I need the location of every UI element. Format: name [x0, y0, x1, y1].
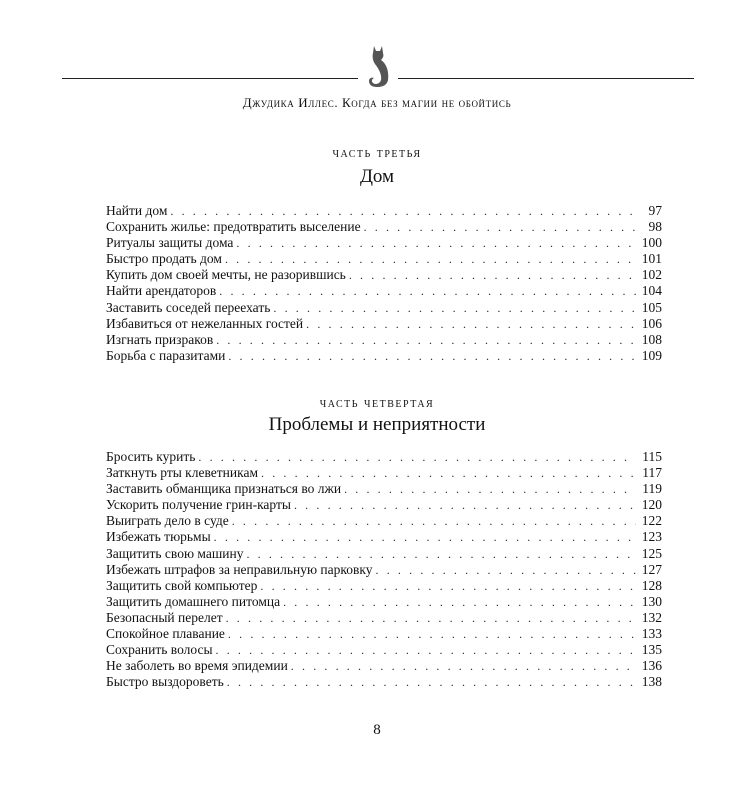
- toc-entry-title: Избежать тюрьмы: [106, 529, 211, 545]
- toc-entry[interactable]: [106, 529, 662, 545]
- toc-leader: [376, 562, 636, 578]
- toc-leader: [225, 251, 636, 267]
- toc-entry[interactable]: [106, 626, 662, 642]
- toc-entry-page: 104: [641, 283, 662, 299]
- toc-entry-title: Заставить соседей переехать: [106, 299, 271, 315]
- toc-leader: [349, 267, 636, 283]
- toc-entry[interactable]: [106, 578, 662, 594]
- toc-leader: [219, 283, 636, 299]
- toc-entry-page: 132: [641, 609, 662, 625]
- toc-entry-title: Защитить свой компьютер: [106, 577, 258, 593]
- toc-entry-title: Избавиться от нежеланных гостей: [106, 315, 304, 331]
- toc-entry[interactable]: [106, 481, 662, 497]
- part-title: Проблемы и неприятности: [268, 414, 486, 435]
- toc-entry-title: Быстро выздороветь: [106, 674, 224, 690]
- toc-leader: [291, 658, 636, 674]
- toc-entry-title: Защитить свою машину: [106, 545, 244, 561]
- toc-entry-title: Защитить домашнего питомца: [106, 593, 281, 609]
- toc-entry-title: Ускорить получение грин-карты: [106, 497, 291, 513]
- toc-entry[interactable]: [106, 546, 662, 562]
- toc-entry[interactable]: [106, 203, 662, 219]
- toc-entry-page: 128: [641, 577, 662, 593]
- toc-entry[interactable]: [106, 267, 662, 283]
- toc-entry-page: 122: [641, 513, 662, 529]
- toc-leader: [294, 497, 636, 513]
- toc-entry-page: 127: [641, 561, 662, 577]
- toc-leader: [306, 316, 636, 332]
- toc-entry[interactable]: [106, 465, 662, 481]
- toc-entry[interactable]: [106, 283, 662, 299]
- toc-entry-title: Выиграть дело в суде: [106, 513, 229, 529]
- toc-leader: [170, 203, 636, 219]
- toc-entry-title: Не заболеть во время эпидемии: [106, 658, 288, 674]
- toc-entry-page: 105: [641, 299, 662, 315]
- header-rule-left: [62, 78, 358, 79]
- header-rule-right: [398, 78, 694, 79]
- toc-leader: [227, 674, 636, 690]
- toc-entry[interactable]: [106, 658, 662, 674]
- toc-entry-page: 109: [641, 347, 662, 363]
- toc-entry[interactable]: [106, 513, 662, 529]
- toc-entry-title: Спокойное плавание: [106, 626, 225, 642]
- toc-entry-page: 97: [648, 203, 662, 218]
- toc-entry-page: 98: [648, 219, 662, 235]
- toc-leader: [246, 546, 636, 562]
- toc-entry-page: 108: [641, 331, 662, 347]
- toc-leader: [228, 348, 636, 364]
- toc-leader: [232, 513, 636, 529]
- toc-entry-title: Безопасный перелет: [106, 609, 223, 625]
- running-head: Джудика Иллес. Когда без магии не обойтись: [242, 95, 512, 110]
- toc-entry-page: 135: [641, 642, 662, 658]
- part-label: часть третья: [332, 146, 422, 161]
- toc-entry-title: Заткнуть рты клеветникам: [106, 465, 259, 481]
- toc-entry-title: Борьба с паразитами: [106, 347, 226, 363]
- toc-entry-page: 119: [642, 481, 662, 497]
- toc-entry[interactable]: [106, 316, 662, 332]
- part-title: Дом: [359, 166, 395, 187]
- toc-leader: [344, 481, 636, 497]
- toc-entry-page: 130: [641, 593, 662, 609]
- toc-entry-page: 115: [642, 449, 662, 464]
- toc-leader: [226, 610, 636, 626]
- toc-leader: [214, 529, 636, 545]
- toc-entry-title: Сохранить жилье: предотвратить выселение: [106, 219, 361, 235]
- toc-entry-title: Найти арендаторов: [106, 283, 217, 299]
- toc-entry[interactable]: [106, 219, 662, 235]
- toc-entry[interactable]: [106, 497, 662, 513]
- toc-entry-title: Купить дом своей мечты, не разорившись: [106, 267, 346, 283]
- toc-entry-title: Изгнать призраков: [106, 331, 214, 347]
- cat-silhouette-icon: [363, 42, 393, 88]
- toc-entry-page: 101: [641, 251, 662, 267]
- toc-entry[interactable]: [106, 251, 662, 267]
- toc-entry-page: 100: [641, 235, 662, 251]
- toc-entry[interactable]: [106, 562, 662, 578]
- toc-entry-title: Избежать штрафов за неправильную парковку: [106, 561, 373, 577]
- toc-entry-title: Сохранить волосы: [106, 642, 213, 658]
- toc-leader: [364, 219, 636, 235]
- toc-leader: [216, 332, 636, 348]
- toc-entry-page: 102: [641, 267, 662, 283]
- toc-leader: [273, 300, 636, 316]
- toc-entry[interactable]: [106, 332, 662, 348]
- toc-entry-title: Заставить обманщика признаться во лжи: [106, 481, 342, 497]
- toc-entry[interactable]: [106, 594, 662, 610]
- toc-entry-title: Найти дом: [106, 203, 168, 218]
- toc-entry-page: 123: [641, 529, 662, 545]
- toc-leader: [198, 449, 636, 465]
- toc-leader: [216, 642, 636, 658]
- toc-entry-page: 106: [641, 315, 662, 331]
- toc-leader: [283, 594, 636, 610]
- part-label: часть четвертая: [319, 396, 435, 411]
- toc-entry-page: 138: [641, 674, 662, 690]
- toc-list-part-4: [106, 449, 662, 690]
- toc-entry-page: 136: [641, 658, 662, 674]
- toc-entry-page: 125: [641, 545, 662, 561]
- toc-leader: [260, 578, 636, 594]
- toc-entry[interactable]: [106, 674, 662, 690]
- toc-leader: [261, 465, 636, 481]
- toc-entry-title: Ритуалы защиты дома: [106, 235, 234, 251]
- toc-entry[interactable]: [106, 348, 662, 364]
- toc-entry-page: 120: [641, 497, 662, 513]
- toc-entry-page: 117: [642, 465, 662, 481]
- page-number: 8: [373, 722, 381, 738]
- toc-entry-page: 133: [641, 626, 662, 642]
- toc-entry[interactable]: [106, 300, 662, 316]
- toc-entry[interactable]: [106, 642, 662, 658]
- toc-entry[interactable]: [106, 449, 662, 465]
- toc-entry[interactable]: [106, 610, 662, 626]
- toc-leader: [228, 626, 636, 642]
- toc-entry-title: Быстро продать дом: [106, 251, 222, 267]
- toc-leader: [236, 235, 636, 251]
- toc-entry-title: Бросить курить: [106, 449, 196, 464]
- toc-list-part-3: [106, 203, 662, 364]
- toc-entry[interactable]: [106, 235, 662, 251]
